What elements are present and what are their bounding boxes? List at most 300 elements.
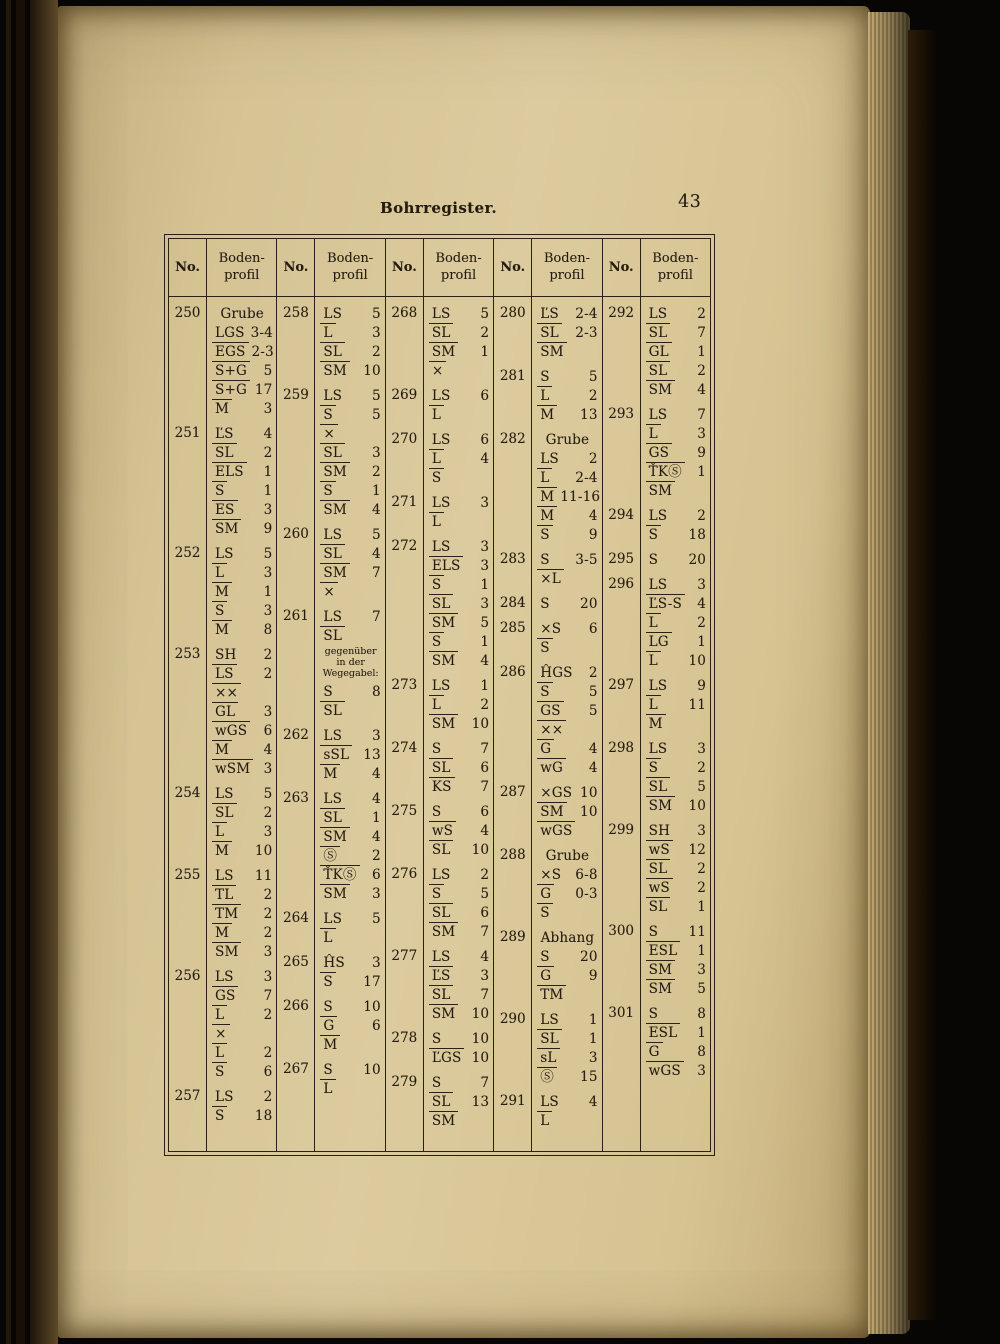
layer-value: 6	[480, 760, 490, 776]
entry-number: 282	[499, 431, 526, 447]
layer-code: ESL	[646, 941, 681, 960]
page-number: 43	[678, 192, 702, 212]
layer-value: 3	[588, 1050, 598, 1066]
layer-code: S	[431, 804, 442, 820]
layer-value: 7	[263, 988, 273, 1004]
layer-code: L	[646, 695, 661, 714]
profile-layers	[206, 784, 276, 860]
entry-number: 280	[499, 305, 526, 321]
entry-number: 299	[608, 822, 635, 838]
layer-code: SM	[320, 462, 349, 481]
layer-code: S	[429, 884, 444, 903]
profile-layers	[314, 997, 384, 1054]
layer-value: 2	[372, 344, 381, 360]
layer-value: 8	[372, 683, 381, 700]
layer-code: ×GS	[540, 785, 573, 801]
entry-number: 252	[174, 545, 201, 561]
profile-layers	[423, 430, 493, 487]
layer-code: GS	[212, 986, 238, 1005]
layer-value: 3	[263, 603, 273, 619]
entry-number: 283	[499, 551, 526, 567]
entry-number: 260	[283, 526, 309, 542]
entry-number: 276	[391, 866, 418, 882]
entry-number: 286	[499, 664, 526, 680]
layer-row	[537, 342, 597, 361]
layer-value: 4	[697, 596, 707, 612]
layer-row	[320, 808, 380, 827]
layer-value: 10	[363, 998, 381, 1015]
layer-code: S	[431, 1031, 442, 1047]
layer-value: 10	[688, 653, 707, 669]
layer-value: 10	[363, 363, 381, 379]
layer-code: LS	[540, 451, 559, 467]
layer-code: M	[537, 506, 557, 525]
layer-value: 4	[263, 426, 273, 442]
layer-code: GS	[646, 443, 672, 462]
layer-code: M	[212, 740, 232, 759]
layer-row	[537, 506, 597, 525]
boring-entry	[603, 1004, 710, 1080]
layer-code: SM	[429, 1111, 458, 1130]
layer-value: 3-4	[250, 325, 273, 341]
layer-code: S	[537, 682, 552, 701]
layer-row	[537, 550, 597, 569]
layer-row	[320, 726, 380, 745]
book-page	[58, 6, 870, 1338]
layer-value: 3	[480, 495, 490, 511]
layer-row	[212, 759, 272, 778]
header-pair	[169, 239, 277, 296]
layer-row	[429, 386, 489, 405]
layer-row	[429, 651, 489, 670]
entry-number: 256	[174, 968, 201, 984]
layer-row	[320, 764, 380, 783]
profile-layers	[314, 789, 384, 903]
layer-value: 10	[254, 843, 273, 859]
layer-row	[212, 481, 272, 500]
layer-code: LS	[215, 969, 234, 985]
layer-value: 4	[480, 653, 490, 669]
layer-row	[212, 500, 272, 519]
layer-code: S	[648, 1006, 659, 1022]
profile-layers	[531, 846, 601, 922]
layer-value: 5	[372, 407, 381, 423]
layer-code: wSM	[212, 759, 253, 778]
layer-code: SM	[320, 563, 349, 582]
layer-code: ĤGS	[540, 665, 573, 681]
layer-code: SM	[212, 942, 241, 961]
entry-number: 288	[499, 847, 526, 863]
layer-row	[320, 462, 380, 481]
profile-layers	[423, 386, 493, 424]
layer-value: 2	[263, 925, 273, 941]
layer-value: 2	[697, 880, 707, 896]
layer-code: SM	[646, 481, 675, 500]
profile-column-header	[641, 239, 710, 296]
layer-code: L	[537, 468, 552, 487]
layer-code: SM	[212, 519, 241, 538]
layer-row	[429, 613, 489, 632]
boring-entry	[169, 866, 276, 961]
layer-code: ×	[212, 1024, 230, 1043]
layer-row	[646, 1023, 706, 1042]
layer-value: 5	[697, 779, 707, 795]
layer-code: L	[429, 695, 444, 714]
layer-row	[646, 323, 706, 342]
layer-code: S	[540, 949, 550, 965]
layer-code: SL	[646, 323, 671, 342]
layer-code: S	[537, 525, 552, 544]
layer-row	[320, 1016, 380, 1035]
layer-code: S	[537, 638, 552, 657]
layer-value: 1	[697, 899, 707, 915]
layer-row	[429, 575, 489, 594]
layer-row	[537, 569, 597, 588]
entry-number: 254	[174, 785, 201, 801]
layer-value: 2	[372, 847, 381, 864]
layer-code: L	[212, 1043, 227, 1062]
layer-code: L	[537, 386, 552, 405]
layer-value: 11	[254, 868, 273, 884]
layer-row	[429, 802, 489, 821]
entry-number: 269	[391, 387, 418, 403]
table-header	[169, 239, 710, 297]
profile-layers	[531, 663, 601, 777]
boring-entry	[494, 663, 601, 777]
entry-number: 291	[499, 1093, 526, 1109]
register-column	[277, 297, 385, 1151]
layer-row	[212, 904, 272, 923]
boring-entry	[603, 304, 710, 399]
entry-number: 284	[499, 595, 526, 611]
layer-row	[537, 304, 597, 323]
layer-value: 3	[697, 962, 707, 978]
profile-layers	[314, 726, 384, 783]
layer-code: S	[648, 552, 659, 568]
profile-layers	[423, 537, 493, 670]
layer-code: ES	[212, 500, 238, 519]
layer-row	[429, 922, 489, 941]
layer-value: 4	[372, 765, 381, 782]
layer-code: sL	[537, 1048, 559, 1067]
layer-row	[646, 758, 706, 777]
layer-code: L	[646, 613, 661, 632]
layer-code: S	[212, 1106, 227, 1125]
layer-row	[429, 512, 489, 531]
layer-value: 5	[263, 546, 273, 562]
layer-value: 3	[263, 969, 273, 985]
layer-code: SM	[646, 979, 675, 998]
layer-code: L	[646, 651, 661, 670]
header-pair	[603, 239, 710, 296]
entry-number: 251	[174, 425, 201, 441]
layer-row	[537, 903, 597, 922]
layer-value: 10	[363, 1061, 381, 1078]
entry-number: 277	[391, 948, 418, 964]
layer-code: LS	[323, 790, 343, 807]
layer-row	[429, 537, 489, 556]
layer-row	[212, 399, 272, 418]
register-column	[386, 297, 494, 1151]
layer-row	[212, 424, 272, 443]
layer-value: 2	[588, 665, 598, 681]
layer-code: LS	[648, 741, 668, 757]
layer-code: SM	[646, 960, 675, 979]
layer-code: SL	[429, 840, 454, 859]
layer-code: ×L	[537, 569, 564, 588]
layer-code: M	[212, 399, 232, 418]
layer-row	[537, 1067, 597, 1086]
layer-code: SL	[320, 443, 345, 462]
layer-value: 2	[263, 1045, 273, 1061]
profile-layers	[423, 676, 493, 733]
layer-row	[429, 865, 489, 884]
profile-layers	[423, 1029, 493, 1067]
layer-value: 2	[697, 760, 707, 776]
boring-entry	[603, 550, 710, 569]
boring-entry	[494, 594, 601, 613]
boring-entry	[494, 619, 601, 657]
layer-code: LS	[212, 664, 237, 683]
layer-row	[646, 796, 706, 815]
no-column-header: No.	[603, 239, 641, 296]
layer-row	[646, 304, 706, 323]
boring-entry	[386, 386, 493, 424]
layer-code: wGS	[646, 1061, 684, 1080]
layer-row	[320, 865, 380, 884]
layer-value: 3	[372, 445, 381, 461]
layer-code: S	[320, 972, 335, 991]
boring-entry	[603, 575, 710, 670]
layer-row	[320, 544, 380, 563]
layer-value: 3	[263, 761, 273, 777]
profile-column-header	[424, 239, 493, 296]
layer-code: LS	[323, 388, 343, 404]
layer-row	[212, 885, 272, 904]
layer-code: S	[431, 1075, 442, 1091]
layer-row	[429, 1111, 489, 1130]
boring-entry	[386, 304, 493, 380]
boring-entry	[494, 1010, 601, 1086]
layer-code: LS	[540, 1012, 559, 1028]
layer-row	[537, 487, 601, 506]
layer-row	[429, 985, 489, 1004]
layer-value: 1	[697, 634, 707, 650]
layer-row	[537, 367, 597, 386]
layer-code: SM	[320, 827, 349, 846]
layer-row	[212, 342, 272, 361]
layer-row	[212, 462, 272, 481]
layer-row	[429, 821, 489, 840]
layer-code: S	[212, 481, 227, 500]
layer-code: ĽS-S	[646, 594, 685, 613]
header-pair	[386, 239, 494, 296]
layer-code: SL	[429, 758, 454, 777]
layer-row	[429, 1073, 489, 1092]
layer-code: LS	[431, 306, 451, 322]
layer-row	[320, 909, 380, 928]
layer-value: 9	[697, 678, 707, 694]
entry-number: 266	[283, 997, 309, 1014]
layer-value: 1	[480, 344, 490, 360]
layer-code: wGS	[212, 721, 250, 740]
entry-number: 274	[391, 740, 418, 756]
layer-row	[537, 1092, 597, 1111]
layer-code: TM	[212, 904, 241, 923]
layer-code: M	[537, 405, 557, 424]
layer-row	[429, 405, 489, 424]
layer-row	[320, 582, 380, 601]
layer-code: S	[540, 552, 550, 568]
layer-value: 2-3	[251, 344, 274, 360]
profile-layers	[640, 575, 710, 670]
layer-row	[429, 947, 489, 966]
book-cover-edge	[908, 30, 938, 1320]
layer-row	[537, 739, 597, 758]
layer-row	[212, 1062, 272, 1081]
layer-row	[646, 342, 706, 361]
profile-layers	[423, 304, 493, 380]
layer-code: ĽGS	[429, 1048, 465, 1067]
layer-value: 2	[263, 647, 273, 663]
layer-row	[646, 941, 706, 960]
layer-row	[320, 1079, 380, 1098]
layer-row	[212, 443, 272, 462]
layer-code: S	[429, 575, 444, 594]
book-gutter-band	[6, 0, 11, 1344]
layer-code: SM	[429, 651, 458, 670]
layer-code: SM	[429, 342, 458, 361]
layer-row	[646, 897, 706, 916]
layer-value: 4	[372, 790, 381, 807]
layer-value: 3	[263, 704, 273, 720]
layer-code: LS	[648, 508, 668, 524]
layer-row	[212, 841, 272, 860]
layer-code: S	[212, 601, 227, 620]
layer-code: L	[429, 449, 444, 468]
layer-value: 4	[263, 742, 273, 758]
profile-header-line: Boden-	[652, 250, 699, 266]
layer-code: sSL	[320, 745, 352, 764]
layer-value: 11	[688, 697, 707, 713]
layer-row	[646, 424, 706, 443]
layer-row	[320, 563, 380, 582]
entry-number: 265	[283, 953, 309, 970]
layer-value: 6	[372, 866, 381, 883]
layer-row	[537, 682, 597, 701]
layer-value: 5	[480, 886, 490, 902]
profile-layers	[531, 304, 601, 361]
layer-code: L	[429, 405, 444, 424]
profile-header-line: profil	[440, 267, 477, 283]
profile-layers	[640, 1004, 710, 1080]
layer-row	[320, 701, 380, 720]
layer-code: SL	[429, 594, 454, 613]
profile-header-line: profil	[332, 267, 368, 283]
entry-number: 259	[283, 387, 309, 403]
layer-row	[537, 802, 597, 821]
profile-layers	[206, 645, 276, 778]
layer-row	[212, 866, 272, 885]
profile-layers	[314, 607, 384, 720]
layer-code: SM	[320, 884, 349, 903]
layer-code: S+G	[212, 380, 250, 399]
layer-value: 5	[372, 910, 381, 927]
layer-code: ×	[320, 424, 338, 443]
layer-value: 2	[263, 906, 273, 922]
layer-code: SM	[320, 361, 349, 380]
boring-entry	[169, 784, 276, 860]
layer-code: S	[212, 1062, 227, 1081]
layer-value: 11	[688, 924, 707, 940]
layer-value: 1	[480, 634, 490, 650]
boring-entry	[603, 506, 710, 544]
layer-value: 5	[372, 527, 381, 543]
entry-number: 295	[608, 551, 635, 567]
layer-row	[646, 1042, 706, 1061]
layer-row	[212, 380, 272, 399]
layer-row	[646, 361, 706, 380]
layer-row	[320, 386, 380, 405]
layer-code: SL	[429, 1092, 454, 1111]
layer-code: S	[540, 596, 550, 612]
entry-number: 271	[391, 494, 418, 510]
entry-number: 292	[608, 305, 635, 321]
boring-entry	[277, 304, 384, 380]
layer-row	[537, 619, 597, 638]
layer-row	[320, 525, 380, 544]
no-column-header: No.	[494, 239, 532, 296]
layer-value: 10	[688, 798, 707, 814]
layer-value: 3	[263, 401, 273, 417]
layer-row	[212, 582, 272, 601]
layer-code: SM	[429, 613, 458, 632]
layer-row	[320, 682, 380, 701]
layer-value: 3	[480, 539, 490, 555]
layer-row	[537, 865, 597, 884]
layer-row	[646, 922, 706, 941]
boring-entry	[494, 846, 601, 922]
boring-entry	[169, 967, 276, 1081]
layer-row	[212, 645, 272, 664]
profile-header-line: Boden-	[543, 250, 590, 266]
layer-note: gegenüber in der Wegegabel:	[322, 646, 379, 680]
layer-value: 10	[471, 1031, 490, 1047]
layer-code: LS	[323, 306, 343, 322]
layer-row	[646, 878, 706, 897]
profile-layers	[206, 1087, 276, 1125]
layer-value: 6	[480, 905, 490, 921]
entry-number: 287	[499, 784, 526, 800]
layer-value: 13	[471, 1094, 490, 1110]
layer-code: S	[429, 468, 444, 487]
layer-code: wS	[646, 878, 673, 897]
entry-number: 264	[283, 909, 309, 926]
entry-number: 294	[608, 507, 635, 523]
profile-layers	[423, 739, 493, 796]
layer-value: 7	[480, 1075, 490, 1091]
layer-row	[320, 405, 380, 424]
layer-row	[537, 525, 597, 544]
layer-row	[537, 701, 597, 720]
boring-entry	[277, 953, 384, 991]
entry-number: 253	[174, 646, 201, 662]
layer-code: wG	[537, 758, 566, 777]
boring-entry	[386, 430, 493, 487]
layer-row	[537, 783, 597, 802]
layer-row	[429, 903, 489, 922]
layer-code: ×	[429, 361, 447, 380]
